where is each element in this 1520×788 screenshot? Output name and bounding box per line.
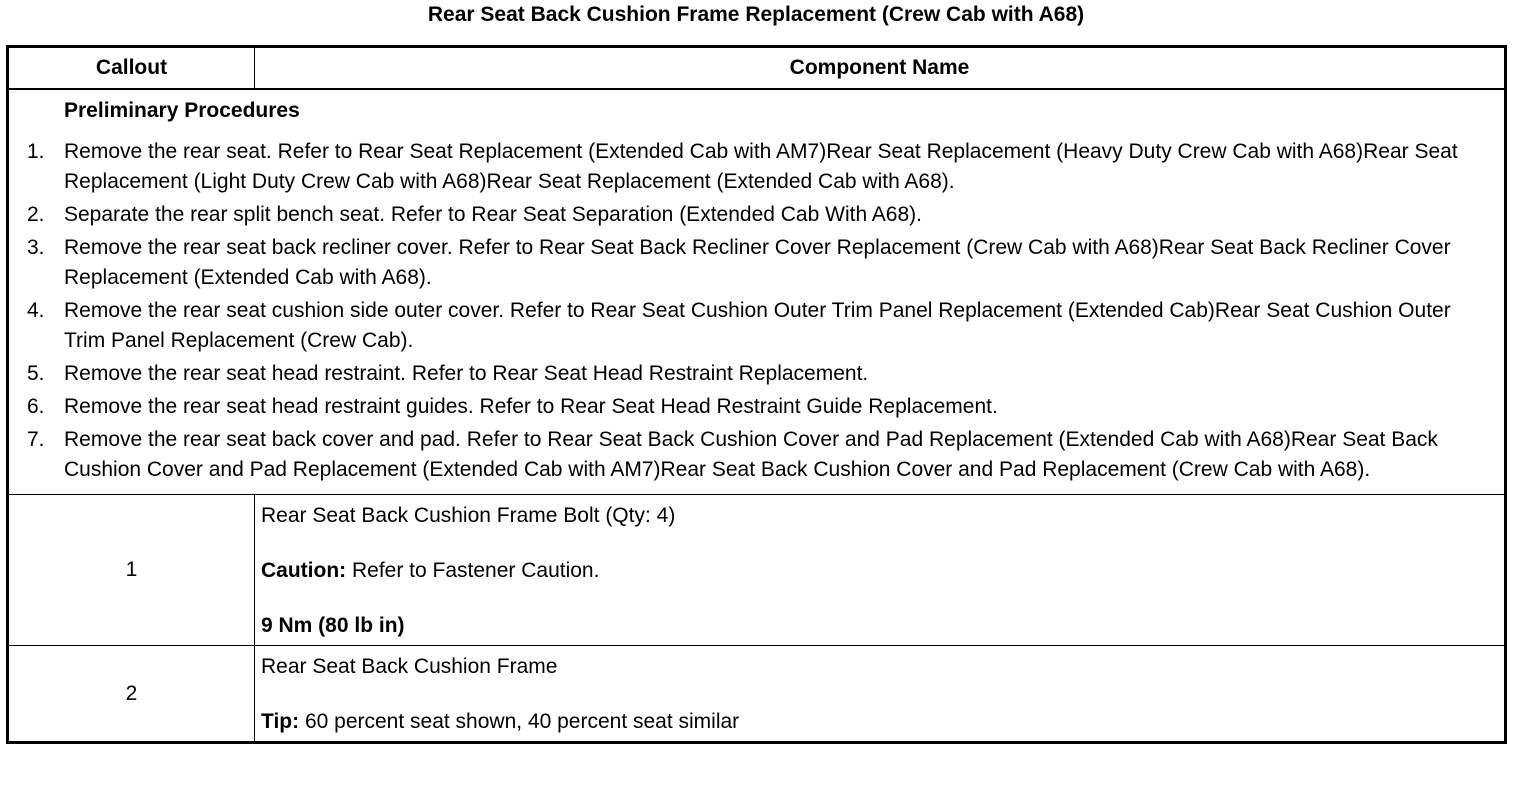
step-item xyxy=(27,233,1496,293)
step-item xyxy=(27,392,1496,422)
callout-number: 1 xyxy=(8,495,255,646)
header-callout: Callout xyxy=(8,47,255,90)
caution-text: Refer to Fastener Caution. xyxy=(346,559,600,582)
step-number: 6. xyxy=(27,395,45,418)
step-number: 4. xyxy=(27,299,45,322)
step-text: Separate the rear split bench seat. Refer to Rear Seat Separation (Extended Cab With A68). xyxy=(64,203,922,226)
step-number: 1. xyxy=(27,140,45,163)
component-cell xyxy=(255,646,1506,743)
header-component-name: Component Name xyxy=(255,47,1506,90)
step-number: 2. xyxy=(27,203,45,226)
step-text: Remove the rear seat cushion side outer cover. Refer to Rear Seat Cushion Outer Trim Panel Replacement (Extended Cab)Rear Seat Cushion Outer Trim Panel Replacement (Crew Cab). xyxy=(64,299,1451,352)
step-item xyxy=(27,137,1496,197)
preliminary-heading: Preliminary Procedures xyxy=(64,99,300,122)
step-text: Remove the rear seat back recliner cover. Refer to Rear Seat Back Recliner Cover Replacement (Crew Cab with A68)Rear Seat Back Recliner Cover Replacement (Extended Cab with A68). xyxy=(64,236,1451,289)
component-cell xyxy=(255,495,1506,646)
step-item xyxy=(27,200,1496,230)
caution-note xyxy=(261,556,1496,586)
step-number: 5. xyxy=(27,362,45,385)
tip-text: 60 percent seat shown, 40 percent seat similar xyxy=(299,710,740,733)
table-row xyxy=(8,646,1506,743)
step-text: Remove the rear seat. Refer to Rear Seat Replacement (Extended Cab with AM7)Rear Seat Replacement (Heavy Duty Crew Cab with A68)Rear Seat Replacement (Light Duty Crew Cab with A68)Rear Seat Replacement (Extended Cab with A68). xyxy=(64,140,1458,193)
procedure-table xyxy=(6,45,1507,744)
preliminary-steps xyxy=(27,137,1496,485)
caution-label: Caution: xyxy=(261,559,347,582)
step-number: 3. xyxy=(27,236,45,259)
step-item xyxy=(27,359,1496,389)
table-row xyxy=(8,495,1506,646)
step-text: Remove the rear seat back cover and pad. Refer to Rear Seat Back Cushion Cover and Pad Replacement (Extended Cab with A68)Rear Seat Back Cushion Cover and Pad Replacement (Extended Cab with AM7)Rear Seat Back Cushion Cover and Pad Replacement (Crew Cab with A68). xyxy=(64,428,1438,481)
step-item xyxy=(27,425,1496,485)
component-name: Rear Seat Back Cushion Frame xyxy=(261,655,558,678)
step-text: Remove the rear seat head restraint guides. Refer to Rear Seat Head Restraint Guide Replacement. xyxy=(64,395,998,418)
step-item xyxy=(27,296,1496,356)
tip-note xyxy=(261,707,1496,737)
page-title: Rear Seat Back Cushion Frame Replacement (Crew Cab with A68) xyxy=(427,3,1085,26)
tip-label: Tip: xyxy=(261,710,300,733)
torque-spec: 9 Nm (80 lb in) xyxy=(261,614,405,637)
component-name: Rear Seat Back Cushion Frame Bolt (Qty: 4) xyxy=(261,504,676,527)
step-text: Remove the rear seat head restraint. Refer to Rear Seat Head Restraint Replacement. xyxy=(64,362,869,385)
preliminary-cell xyxy=(8,89,1506,495)
callout-number: 2 xyxy=(8,646,255,743)
step-number: 7. xyxy=(27,428,45,451)
header-row xyxy=(8,47,1506,90)
preliminary-row xyxy=(8,89,1506,495)
